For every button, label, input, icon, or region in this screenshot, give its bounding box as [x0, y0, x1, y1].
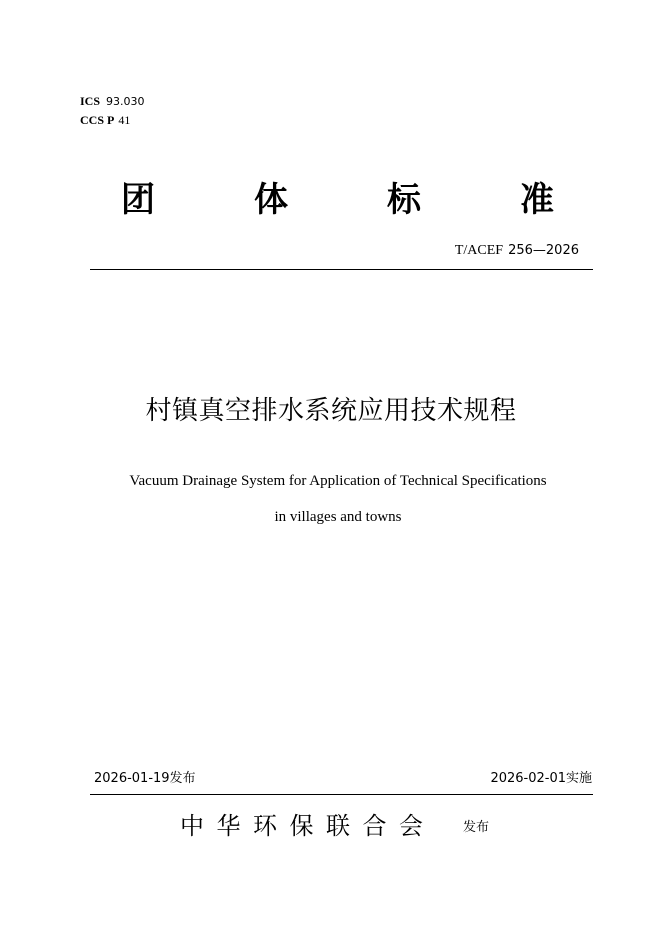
publisher-name: 中华环保联合会 — [180, 812, 436, 840]
standard-type-char: 标 — [387, 180, 421, 220]
standard-type-char: 体 — [254, 180, 288, 220]
top-divider — [90, 269, 593, 270]
standard-number-value: 256—2026 — [508, 243, 579, 258]
bottom-divider — [90, 794, 593, 795]
standard-number-prefix: T/ACEF — [454, 243, 504, 258]
ccs-value: 41 — [118, 113, 131, 127]
standard-number — [455, 243, 579, 259]
english-title-line1: Vacuum Drainage System for Application of Technical Specifications — [129, 473, 547, 489]
ics-code — [80, 94, 145, 109]
standard-type-heading — [0, 178, 662, 224]
ccs-label: CCS P — [80, 113, 115, 127]
ccs-code — [80, 113, 130, 127]
standard-type-char: 团 — [121, 180, 155, 220]
publisher-suffix: 发布 — [463, 820, 490, 835]
english-title-line2: in villages and towns — [274, 509, 402, 525]
standard-type-char: 准 — [520, 180, 554, 220]
chinese-title: 村镇真空排水系统应用技术规程 — [145, 396, 517, 426]
implementation-date: 2026-02-01实施 — [490, 771, 592, 786]
ics-label: ICS — [80, 94, 101, 108]
publish-date: 2026-01-19发布 — [94, 771, 196, 786]
ics-value: 93.030 — [106, 95, 145, 108]
